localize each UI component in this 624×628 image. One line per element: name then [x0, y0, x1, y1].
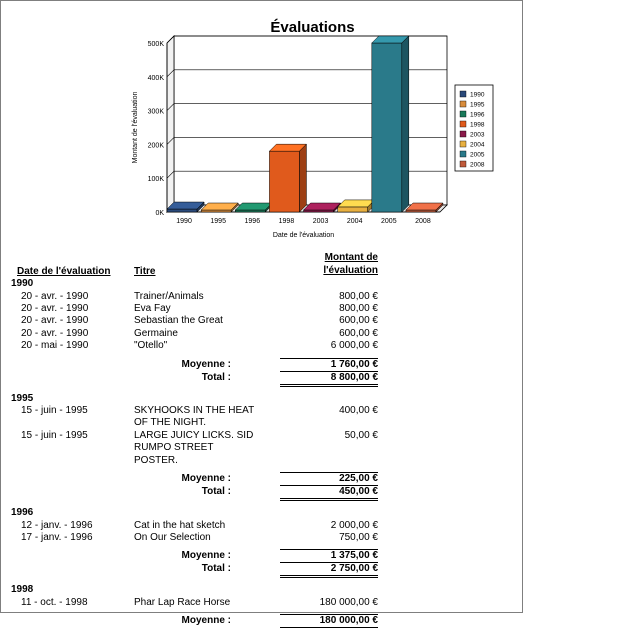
- total-value: 2 750,00 €: [330, 563, 378, 575]
- row-date: 20 - avr. - 1990: [21, 290, 89, 302]
- x-tick-label: 1996: [244, 218, 261, 225]
- total-value: 8 800,00 €: [330, 371, 378, 383]
- moyenne-value: 225,00 €: [339, 473, 378, 484]
- total-label: Total :: [201, 563, 231, 575]
- row-title: On Our Selection: [134, 531, 211, 543]
- row-amount: 2 000,00 €: [330, 519, 378, 531]
- row-date: 15 - juin - 1995: [21, 429, 88, 441]
- row-amount: 800,00 €: [339, 302, 378, 314]
- total-label: Total :: [201, 371, 231, 383]
- group-year: 1996: [11, 507, 34, 518]
- legend-label: 1998: [470, 121, 485, 129]
- row-title: Trainer/Animals: [134, 290, 204, 302]
- row-date: 17 - janv. - 1996: [21, 531, 93, 543]
- legend-swatch-1990: [460, 91, 466, 97]
- legend-swatch-2008: [460, 161, 466, 167]
- x-axis-title: Date de l'évaluation: [272, 232, 335, 239]
- moyenne-label: Moyenne :: [181, 473, 231, 484]
- row-amount: 50,00 €: [344, 429, 378, 441]
- y-tick-label: 400K: [147, 74, 164, 82]
- bar-side-2005: [402, 36, 409, 212]
- y-tick-label: 500K: [147, 41, 164, 48]
- legend-label: 1990: [470, 91, 485, 99]
- row-date: 12 - janv. - 1996: [21, 519, 93, 531]
- legend-swatch-2004: [460, 141, 466, 147]
- total-rule: [280, 500, 378, 501]
- x-tick-label: 2003: [312, 218, 329, 225]
- row-date: 20 - avr. - 1990: [21, 302, 89, 314]
- legend-swatch-1995: [460, 101, 466, 107]
- row-amount: 750,00 €: [339, 531, 378, 543]
- row-date: 20 - mai - 1990: [21, 340, 89, 352]
- plot-side-wall: [167, 36, 174, 212]
- column-header-amount: l'évaluation: [323, 265, 378, 276]
- total-rule: [280, 384, 378, 385]
- group-year: 1995: [11, 392, 34, 404]
- row-amount: 800,00 €: [339, 290, 378, 302]
- legend-label: 2004: [470, 141, 485, 149]
- legend-label: 1996: [470, 111, 485, 119]
- row-amount: 400,00 €: [339, 405, 378, 416]
- row-title: SKYHOOKS IN THE HEAT: [134, 405, 255, 416]
- bar-2005: [372, 43, 402, 212]
- moyenne-label: Moyenne :: [181, 615, 231, 627]
- y-tick-label: 100K: [147, 176, 164, 184]
- legend-swatch-2003: [460, 131, 466, 137]
- x-tick-label: 2004: [346, 218, 363, 225]
- row-date: 15 - juin - 1995: [21, 405, 88, 416]
- row-date: 20 - avr. - 1990: [21, 315, 89, 327]
- total-rule: [280, 577, 378, 578]
- y-tick-label: 0K: [155, 210, 164, 217]
- x-tick-label: 1995: [210, 218, 226, 225]
- row-title: POSTER.: [134, 454, 178, 466]
- group-year: 1998: [11, 584, 34, 596]
- bar-2004: [338, 207, 368, 212]
- row-date: 11 - oct. - 1998: [21, 596, 88, 608]
- row-title: Eva Fay: [134, 302, 171, 314]
- column-header-amount: Montant de: [324, 252, 378, 263]
- legend-label: 2003: [470, 131, 485, 139]
- row-title: LARGE JUICY LICKS. SID: [134, 429, 254, 441]
- row-amount: 600,00 €: [339, 315, 378, 327]
- row-amount: 6 000,00 €: [330, 340, 378, 352]
- row-title: Germaine: [134, 327, 178, 339]
- legend-swatch-1996: [460, 111, 466, 117]
- moyenne-value: 180 000,00 €: [319, 615, 378, 627]
- bar-2003: [304, 210, 334, 212]
- legend-swatch-2005: [460, 151, 466, 157]
- legend-swatch-1998: [460, 121, 466, 127]
- y-axis-title: Montant de l'évaluation: [132, 91, 139, 164]
- bar-1998: [269, 151, 299, 212]
- moyenne-value: 1 760,00 €: [330, 358, 378, 370]
- row-title: OF THE NIGHT.: [134, 417, 207, 429]
- bar-side-1998: [299, 144, 306, 212]
- row-title: Sebastian the Great: [134, 315, 223, 327]
- moyenne-label: Moyenne :: [181, 358, 231, 370]
- bar-1995: [201, 210, 231, 212]
- total-rule: [280, 498, 378, 499]
- row-title: "Otello": [134, 340, 168, 352]
- x-tick-label: 1990: [176, 218, 192, 225]
- x-tick-label: 1998: [278, 218, 295, 225]
- row-amount: 180 000,00 €: [319, 596, 378, 608]
- moyenne-value: 1 375,00 €: [330, 550, 378, 562]
- y-tick-label: 300K: [147, 108, 164, 116]
- bar-1990: [167, 209, 197, 212]
- bar-1996: [235, 210, 265, 212]
- column-header-date: Date de l'évaluation: [17, 266, 111, 277]
- bar-chart: [1, 1, 524, 241]
- total-label: Total :: [201, 486, 231, 497]
- total-value: 450,00 €: [339, 486, 378, 497]
- total-rule: [280, 575, 378, 576]
- row-title: Cat in the hat sketch: [134, 519, 226, 531]
- row-title: Phar Lap Race Horse: [134, 596, 231, 608]
- y-tick-label: 200K: [147, 142, 164, 150]
- row-amount: 600,00 €: [339, 327, 378, 339]
- legend-label: 2005: [470, 151, 485, 159]
- row-title: RUMPO STREET: [134, 442, 214, 454]
- legend-label: 2008: [470, 161, 485, 169]
- x-tick-label: 2005: [381, 218, 397, 225]
- column-header-title: Titre: [134, 266, 156, 277]
- total-rule: [280, 386, 378, 387]
- chart-title: Évaluations: [270, 19, 355, 36]
- legend-label: 1995: [470, 101, 485, 109]
- row-date: 20 - avr. - 1990: [21, 327, 89, 339]
- moyenne-label: Moyenne :: [181, 550, 231, 562]
- group-year: 1990: [11, 278, 34, 289]
- x-tick-label: 2008: [415, 218, 431, 225]
- bar-2008: [406, 210, 436, 212]
